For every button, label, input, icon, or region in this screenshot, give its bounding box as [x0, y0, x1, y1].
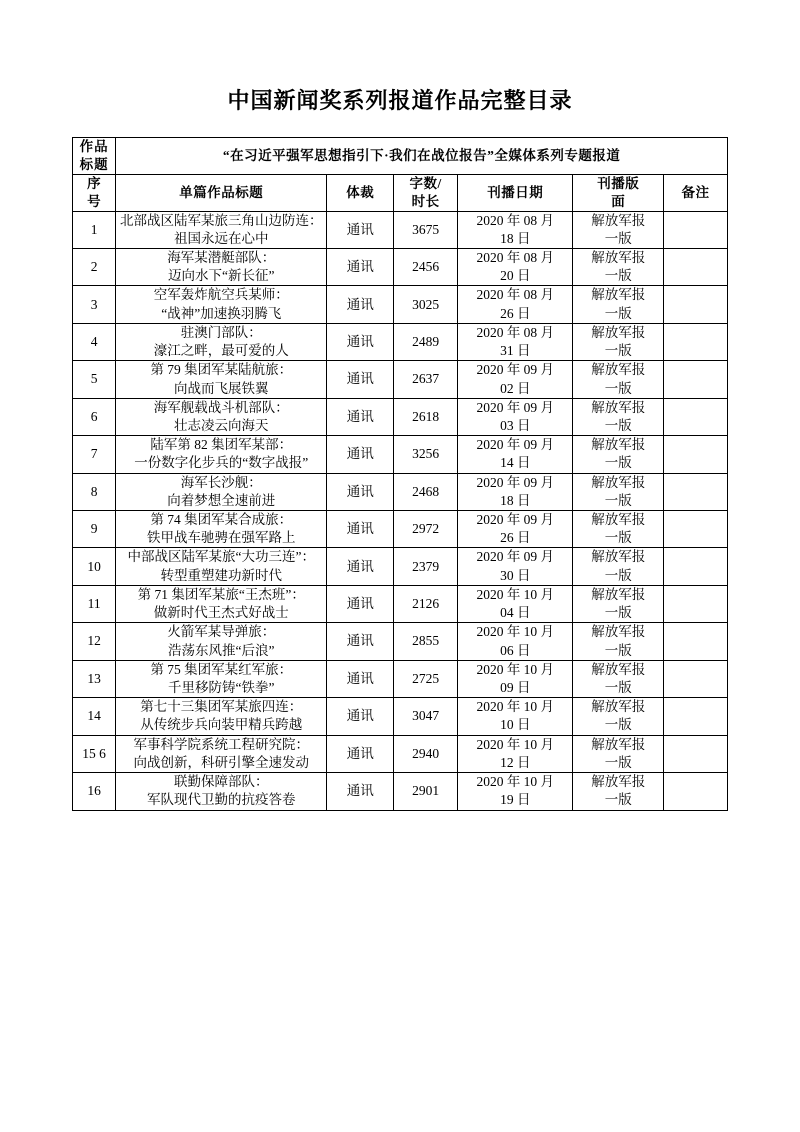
row-piece-title-line2: 浩荡东风推“后浪” — [168, 642, 275, 658]
row-publish-date-line2: 26 日 — [500, 530, 531, 546]
row-note — [664, 548, 728, 585]
row-index: 1 — [73, 211, 116, 248]
row-publish-date — [458, 548, 573, 585]
row-index: 13 — [73, 660, 116, 697]
row-publish-page-line2: 一版 — [604, 754, 632, 770]
table-row — [73, 286, 728, 323]
row-index — [73, 735, 116, 772]
row-note — [664, 623, 728, 660]
row-piece-title-line1: 第 75 集团军某红军旅： — [150, 661, 293, 677]
row-publish-date-line1: 2020 年 09 月 — [476, 362, 555, 378]
row-note — [664, 735, 728, 772]
row-piece-title-line1: 驻澳门部队： — [180, 324, 262, 340]
row-word-count: 2972 — [394, 511, 458, 548]
row-note — [664, 248, 728, 285]
row-genre: 通讯 — [327, 773, 394, 810]
row-genre: 通讯 — [327, 548, 394, 585]
row-piece-title-line2: “战神”加速换羽腾飞 — [161, 305, 282, 321]
table-header-work-title — [73, 138, 728, 175]
row-publish-page-line1: 解放军报 — [591, 437, 646, 453]
row-publish-page-line1: 解放军报 — [591, 474, 646, 490]
row-publish-page — [573, 286, 664, 323]
column-header-genre: 体裁 — [327, 175, 394, 211]
row-piece-title — [116, 323, 327, 360]
work-title-value: “在习近平强军思想指引下·我们在战位报告”全媒体系列专题报道 — [116, 138, 728, 175]
row-publish-page — [573, 773, 664, 810]
row-publish-date — [458, 698, 573, 735]
row-index: 5 — [73, 361, 116, 398]
row-genre: 通讯 — [327, 473, 394, 510]
row-publish-page — [573, 698, 664, 735]
row-publish-page-line1: 解放军报 — [591, 624, 646, 640]
table-header-columns — [73, 175, 728, 211]
row-publish-date-line2: 14 日 — [500, 455, 531, 471]
row-publish-date — [458, 660, 573, 697]
row-piece-title — [116, 660, 327, 697]
row-index-line1: 15 — [82, 745, 96, 761]
row-publish-page-line1: 解放军报 — [591, 212, 646, 228]
row-piece-title-line1: 第七十三集团军某旅四连： — [140, 699, 303, 715]
row-word-count: 2126 — [394, 585, 458, 622]
row-publish-date-line1: 2020 年 10 月 — [476, 586, 555, 602]
row-index-line2: 6 — [99, 745, 106, 761]
row-piece-title-line1: 第 71 集团军某旅“王杰班”： — [137, 586, 305, 602]
row-piece-title — [116, 436, 327, 473]
table-row — [73, 773, 728, 810]
table-row — [73, 398, 728, 435]
row-publish-page-line1: 解放军报 — [591, 249, 646, 265]
row-genre: 通讯 — [327, 735, 394, 772]
row-publish-date-line1: 2020 年 08 月 — [476, 287, 555, 303]
row-publish-page — [573, 473, 664, 510]
column-header-index-line1: 序 — [87, 176, 102, 192]
row-note — [664, 323, 728, 360]
row-piece-title — [116, 735, 327, 772]
row-publish-page-line2: 一版 — [604, 492, 632, 508]
row-publish-page-line1: 解放军报 — [591, 324, 646, 340]
row-publish-page-line2: 一版 — [604, 792, 632, 808]
row-genre: 通讯 — [327, 323, 394, 360]
row-piece-title-line1: 空军轰炸航空兵某师： — [153, 287, 289, 303]
row-publish-date — [458, 361, 573, 398]
row-genre: 通讯 — [327, 585, 394, 622]
column-header-word-count-line2: 时长 — [411, 193, 440, 209]
row-publish-page-line1: 解放军报 — [591, 699, 646, 715]
row-piece-title-line1: 海军舰载战斗机部队： — [153, 399, 289, 415]
row-piece-title-line2: 转型重塑建功新时代 — [160, 567, 283, 583]
row-publish-date-line2: 06 日 — [500, 642, 531, 658]
row-publish-page-line2: 一版 — [604, 567, 632, 583]
row-publish-date — [458, 511, 573, 548]
row-piece-title-line2: 千里移防铸“铁拳” — [168, 680, 275, 695]
row-word-count: 2489 — [394, 323, 458, 360]
row-piece-title-line1: 火箭军某导弹旅： — [167, 624, 276, 640]
row-publish-date-line1: 2020 年 08 月 — [476, 324, 555, 340]
row-piece-title — [116, 511, 327, 548]
row-publish-page — [573, 323, 664, 360]
row-index: 8 — [73, 473, 116, 510]
row-publish-page — [573, 623, 664, 660]
row-publish-date — [458, 773, 573, 810]
row-publish-page-line2: 一版 — [604, 717, 632, 733]
row-genre: 通讯 — [327, 436, 394, 473]
row-publish-date — [458, 436, 573, 473]
table-row — [73, 623, 728, 660]
row-publish-date — [458, 585, 573, 622]
row-publish-page — [573, 660, 664, 697]
column-header-publish-page — [573, 175, 664, 211]
row-piece-title — [116, 211, 327, 248]
column-header-piece-title: 单篇作品标题 — [116, 175, 327, 211]
row-note — [664, 511, 728, 548]
row-word-count: 2468 — [394, 473, 458, 510]
row-publish-date-line2: 20 日 — [500, 268, 531, 284]
row-publish-page — [573, 735, 664, 772]
row-publish-date-line1: 2020 年 10 月 — [476, 699, 555, 715]
row-publish-page-line2: 一版 — [604, 642, 632, 658]
row-index: 2 — [73, 248, 116, 285]
row-piece-title-line2: 壮志凌云向海天 — [174, 417, 269, 433]
row-index: 6 — [73, 398, 116, 435]
row-piece-title — [116, 361, 327, 398]
row-piece-title — [116, 585, 327, 622]
row-publish-page-line2: 一版 — [604, 417, 632, 433]
row-publish-date — [458, 248, 573, 285]
row-piece-title-line1: 海军长沙舰： — [180, 474, 262, 490]
row-genre: 通讯 — [327, 211, 394, 248]
row-index: 3 — [73, 286, 116, 323]
row-publish-page-line2: 一版 — [604, 343, 632, 359]
row-publish-date — [458, 735, 573, 772]
row-note — [664, 211, 728, 248]
table-row — [73, 361, 728, 398]
row-publish-date-line1: 2020 年 09 月 — [476, 474, 555, 490]
row-publish-date-line2: 19 日 — [500, 792, 531, 808]
column-header-index — [73, 175, 116, 211]
row-index: 4 — [73, 323, 116, 360]
row-publish-date-line1: 2020 年 09 月 — [476, 437, 555, 453]
column-header-publish-date: 刊播日期 — [458, 175, 573, 211]
row-piece-title-line2: 向战创新，科研引擎全速发动 — [133, 754, 310, 770]
row-piece-title-line1: 第 79 集团军某陆航旅： — [150, 362, 293, 378]
row-publish-date — [458, 323, 573, 360]
row-piece-title-line1: 北部战区陆军某旅三角山边防连： — [120, 212, 323, 228]
table-row — [73, 473, 728, 510]
row-publish-page-line2: 一版 — [604, 268, 632, 284]
row-genre: 通讯 — [327, 248, 394, 285]
row-piece-title — [116, 248, 327, 285]
row-piece-title-line1: 军事科学院系统工程研究院： — [133, 736, 310, 752]
row-publish-date-line2: 04 日 — [500, 605, 531, 621]
table-row — [73, 211, 728, 248]
row-note — [664, 585, 728, 622]
row-publish-date-line2: 26 日 — [500, 305, 531, 321]
row-publish-page-line1: 解放军报 — [591, 399, 646, 415]
row-piece-title-line1: 联勤保障部队： — [174, 774, 269, 790]
row-piece-title-line2: 向着梦想全速前进 — [167, 492, 276, 508]
row-publish-date-line2: 02 日 — [500, 380, 531, 396]
row-piece-title-line2: 迈向水下“新长征” — [168, 268, 275, 284]
row-publish-page-line1: 解放军报 — [591, 661, 646, 677]
table-row — [73, 248, 728, 285]
row-publish-date-line1: 2020 年 10 月 — [476, 624, 555, 640]
row-publish-page-line2: 一版 — [604, 680, 632, 695]
row-genre: 通讯 — [327, 660, 394, 697]
row-publish-page-line2: 一版 — [604, 455, 632, 471]
row-publish-date-line1: 2020 年 08 月 — [476, 212, 555, 228]
row-index: 11 — [73, 585, 116, 622]
row-publish-date — [458, 286, 573, 323]
row-publish-date-line1: 2020 年 08 月 — [476, 249, 555, 265]
row-piece-title-line1: 第 74 集团军某合成旅： — [150, 512, 293, 528]
row-publish-page-line1: 解放军报 — [591, 736, 646, 752]
row-piece-title — [116, 286, 327, 323]
row-publish-date-line1: 2020 年 10 月 — [476, 661, 555, 677]
row-piece-title-line2: 铁甲战车驰骋在强军路上 — [147, 530, 296, 546]
row-piece-title-line2: 一份数字化步兵的“数字战报” — [134, 455, 309, 471]
row-publish-page-line1: 解放军报 — [591, 549, 646, 565]
work-title-label: 作品标题 — [73, 138, 116, 175]
row-genre: 通讯 — [327, 361, 394, 398]
row-publish-page-line1: 解放军报 — [591, 512, 646, 528]
row-note — [664, 286, 728, 323]
row-word-count: 2456 — [394, 248, 458, 285]
row-publish-date-line2: 31 日 — [500, 343, 531, 359]
row-publish-date — [458, 398, 573, 435]
row-piece-title — [116, 473, 327, 510]
row-publish-date-line2: 12 日 — [500, 754, 531, 770]
row-piece-title-line2: 濠江之畔，最可爱的人 — [153, 343, 289, 359]
row-genre: 通讯 — [327, 511, 394, 548]
row-piece-title-line2: 从传统步兵向装甲精兵跨越 — [140, 717, 303, 733]
row-publish-date-line2: 03 日 — [500, 417, 531, 433]
row-index: 7 — [73, 436, 116, 473]
row-publish-page-line2: 一版 — [604, 305, 632, 321]
table-row — [73, 323, 728, 360]
row-index: 10 — [73, 548, 116, 585]
row-publish-date-line1: 2020 年 09 月 — [476, 549, 555, 565]
column-header-index-line2: 号 — [87, 193, 102, 209]
row-publish-page — [573, 361, 664, 398]
row-index: 9 — [73, 511, 116, 548]
row-piece-title — [116, 623, 327, 660]
page-title: 中国新闻奖系列报道作品完整目录 — [227, 88, 573, 113]
row-word-count: 2725 — [394, 660, 458, 697]
table-row — [73, 735, 728, 772]
row-publish-date-line1: 2020 年 09 月 — [476, 512, 555, 528]
table-row — [73, 660, 728, 697]
row-publish-page-line2: 一版 — [604, 605, 632, 621]
row-note — [664, 773, 728, 810]
row-publish-page — [573, 211, 664, 248]
column-header-note: 备注 — [664, 175, 728, 211]
row-publish-date-line1: 2020 年 09 月 — [476, 399, 555, 415]
row-publish-page — [573, 548, 664, 585]
row-genre: 通讯 — [327, 698, 394, 735]
row-publish-page-line2: 一版 — [604, 380, 632, 396]
table-row — [73, 585, 728, 622]
row-genre: 通讯 — [327, 286, 394, 323]
row-publish-page-line1: 解放军报 — [591, 774, 646, 790]
row-word-count: 3047 — [394, 698, 458, 735]
row-publish-date — [458, 473, 573, 510]
row-word-count: 2379 — [394, 548, 458, 585]
row-note — [664, 660, 728, 697]
row-piece-title-line2: 做新时代王杰式好战士 — [153, 605, 289, 621]
row-index: 12 — [73, 623, 116, 660]
row-piece-title-line1: 陆军第 82 集团军某部： — [150, 437, 293, 453]
row-piece-title-line2: 向战而飞展铁翼 — [174, 380, 269, 396]
table-row — [73, 698, 728, 735]
row-piece-title-line1: 海军某潜艇部队： — [167, 249, 276, 265]
row-publish-date-line1: 2020 年 10 月 — [476, 736, 555, 752]
row-publish-date-line2: 18 日 — [500, 230, 531, 246]
table-row — [73, 548, 728, 585]
row-note — [664, 398, 728, 435]
row-piece-title-line1: 中部战区陆军某旅“大功三连”： — [127, 549, 316, 565]
row-piece-title — [116, 773, 327, 810]
row-publish-page-line1: 解放军报 — [591, 287, 646, 303]
row-publish-page-line1: 解放军报 — [591, 362, 646, 378]
column-header-word-count-line1: 字数/ — [409, 176, 442, 192]
row-note — [664, 436, 728, 473]
row-publish-page — [573, 248, 664, 285]
row-publish-page — [573, 585, 664, 622]
row-publish-date-line2: 10 日 — [500, 717, 531, 733]
row-publish-date-line2: 30 日 — [500, 567, 531, 583]
row-piece-title — [116, 698, 327, 735]
row-publish-page — [573, 511, 664, 548]
table-row — [73, 436, 728, 473]
row-publish-date — [458, 211, 573, 248]
column-header-word-count — [394, 175, 458, 211]
row-word-count: 2940 — [394, 735, 458, 772]
row-publish-date-line2: 18 日 — [500, 492, 531, 508]
row-note — [664, 361, 728, 398]
row-genre: 通讯 — [327, 623, 394, 660]
row-word-count: 3256 — [394, 436, 458, 473]
catalog-table — [72, 137, 728, 811]
row-publish-page — [573, 436, 664, 473]
row-word-count: 2618 — [394, 398, 458, 435]
row-word-count: 2901 — [394, 773, 458, 810]
row-piece-title — [116, 548, 327, 585]
row-index: 14 — [73, 698, 116, 735]
row-publish-page-line1: 解放军报 — [591, 586, 646, 602]
row-word-count: 3025 — [394, 286, 458, 323]
column-header-publish-page-line2: 面 — [611, 193, 626, 209]
row-note — [664, 698, 728, 735]
column-header-publish-page-line1: 刊播版 — [597, 176, 640, 192]
row-word-count: 3675 — [394, 211, 458, 248]
row-publish-page — [573, 398, 664, 435]
row-publish-page-line2: 一版 — [604, 530, 632, 546]
table-row — [73, 511, 728, 548]
row-publish-date-line1: 2020 年 10 月 — [476, 774, 555, 790]
row-piece-title — [116, 398, 327, 435]
row-index: 16 — [73, 773, 116, 810]
row-word-count: 2855 — [394, 623, 458, 660]
row-word-count: 2637 — [394, 361, 458, 398]
row-publish-date-line2: 09 日 — [500, 680, 531, 695]
row-note — [664, 473, 728, 510]
row-genre: 通讯 — [327, 398, 394, 435]
row-publish-page-line2: 一版 — [604, 230, 632, 246]
row-piece-title-line2: 祖国永远在心中 — [174, 230, 269, 246]
row-piece-title-line2: 军队现代卫勤的抗疫答卷 — [147, 792, 296, 808]
row-publish-date — [458, 623, 573, 660]
